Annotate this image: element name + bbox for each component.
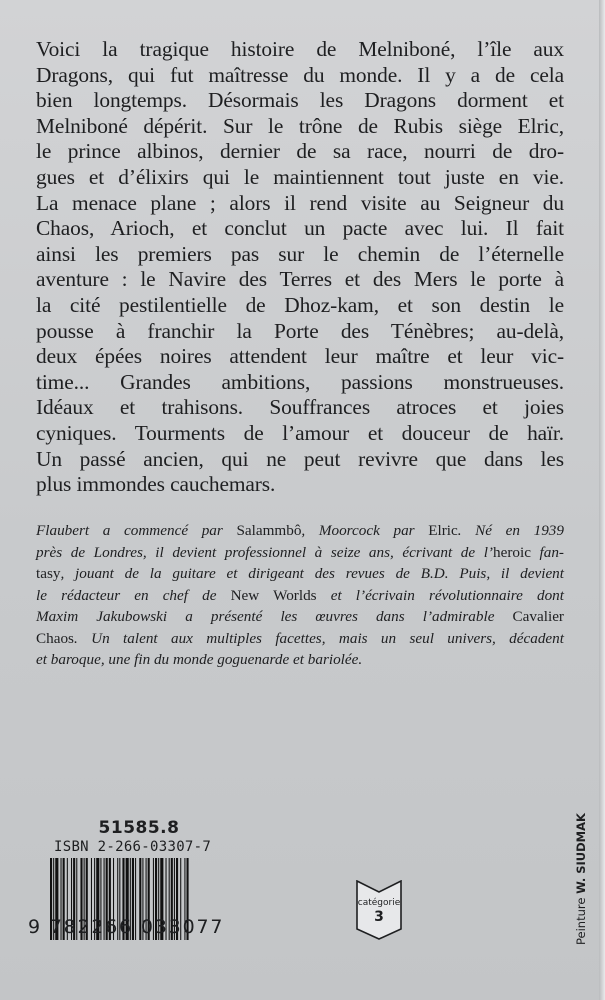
bio-line: le rédacteur en chef de New Worlds et l’écrivain révolutionnaire dont	[36, 586, 564, 604]
blurb-line: deux épées noires attendent leur maître et leur vic-	[36, 344, 564, 369]
price-code: 51585.8	[98, 818, 180, 838]
bio-line: tasy, jouant de la guitare et dirigeant des revues de B.D. Puis, il devient	[36, 565, 564, 582]
title-elric: Elric	[428, 522, 458, 539]
bio-line: Flaubert a commencé par Salammbô, Moorcock par Elric. Né en 1939	[36, 522, 564, 539]
bio-line: Chaos. Un talent aux multiples facettes, mais un seul univers, décadent	[36, 629, 564, 647]
blurb-line: pousse à franchir la Porte des Ténèbres; au-delà,	[36, 318, 564, 343]
blurb-line: Melniboné dépérit. Sur le trône de Rubis siège Elric,	[36, 113, 564, 138]
cover-edge	[599, 0, 605, 1000]
blurb-line: Chaos, Arioch, et conclut un pacte avec lui. Il fait	[36, 216, 564, 241]
category-badge	[355, 898, 403, 925]
ean-number: 9 782266 033077	[28, 916, 225, 938]
blurb-line: aventure : le Navire des Terres et des Mers le porte à	[36, 267, 564, 292]
cover-art-credit	[574, 813, 588, 945]
credit-prefix: Peinture	[574, 897, 588, 945]
category-number: 3	[374, 909, 384, 925]
blurb-line: ainsi les premiers pas sur le chemin de l’éternelle	[36, 241, 564, 266]
blurb-paragraph	[36, 37, 564, 498]
blurb-line: time... Grandes ambitions, passions monstrueuses.	[36, 369, 564, 394]
bio-line: Maxim Jakubowski a présenté les œuvres dans l’admirable Cavalier	[36, 608, 564, 625]
blurb-line: Idéaux et trahisons. Souffrances atroces et joies	[36, 395, 564, 420]
blurb-line: le prince albinos, dernier de sa race, nourri de dro-	[36, 139, 564, 164]
title-salammbo: Salammbô	[236, 522, 302, 539]
blurb-line: gues et d’élixirs qui le maintiennent tout juste en vie.	[36, 164, 564, 189]
blurb-line: bien longtemps. Désormais les Dragons dorment et	[36, 88, 564, 113]
blurb-line: la cité pestilentielle de Dhoz-kam, et son destin le	[36, 292, 564, 317]
title-new-worlds: New Worlds	[230, 586, 317, 604]
isbn-text: ISBN 2-266-03307-7	[54, 839, 212, 855]
blurb-line: La menace plane ; alors il rend visite au Seigneur du	[36, 190, 564, 215]
blurb-line: Voici la tragique histoire de Melniboné, l’île aux	[36, 37, 564, 61]
blurb-line: Dragons, qui fut maîtresse du monde. Il y a de cela	[36, 62, 564, 87]
blurb-line: plus immondes cauchemars.	[36, 472, 276, 497]
bio-line: et baroque, une fin du monde goguenarde et bariolée.	[36, 651, 363, 668]
author-bio	[36, 520, 564, 671]
category-label: catégorie	[357, 898, 401, 908]
credit-artist: W. SIUDMAK	[574, 813, 588, 894]
blurb-line: cyniques. Tourments de l’amour et douceur de haïr.	[36, 420, 564, 445]
blurb-line: Un passé ancien, qui ne peut revivre que dans les	[36, 446, 564, 471]
bio-line: près de Londres, il devient professionnel à seize ans, écrivant de l’heroic fan-	[36, 543, 564, 561]
